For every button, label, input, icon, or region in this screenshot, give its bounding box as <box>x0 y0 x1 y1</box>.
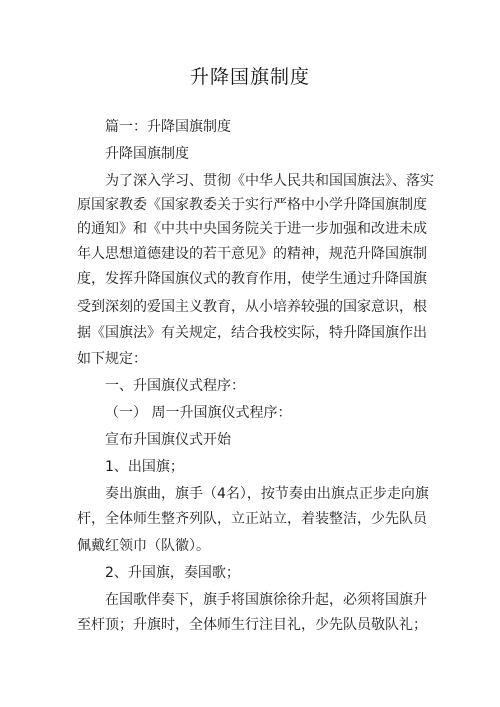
section-heading: 篇一：升降国旗制度 <box>105 119 231 135</box>
paragraph-line: 佩戴红领巾（队徽）。 <box>77 538 210 554</box>
paragraph-line: 宣布升国旗仪式开始 <box>105 432 231 448</box>
step-heading: 2、升国旗，奏国歌； <box>105 565 240 581</box>
document-title: 升降国旗制度 <box>189 66 310 88</box>
paragraph-line: 据《国旗法》有关规定，结合我校实际，特升降国旗作出 <box>77 325 427 341</box>
paragraph-line: 在国歌伴奏下，旗手将国旗徐徐升起，必须将国旗升 <box>105 592 427 608</box>
paragraph-line: 奏出旗曲，旗手（4名），按节奏由出旗点正步走向旗 <box>105 486 429 502</box>
subtitle-line: 升降国旗制度 <box>105 146 189 162</box>
step-heading: 1、出国旗； <box>105 459 184 475</box>
section-heading: 一、升国旗仪式程序： <box>105 378 245 394</box>
paragraph-line: 度，发挥升降国旗仪式的教育作用，使学生通过升降国旗 <box>77 271 427 287</box>
paragraph-line: 如下规定： <box>77 351 147 367</box>
paragraph-line: 原国家教委《国家教委关于实行严格中小学升降国旗制度 <box>77 197 427 213</box>
paragraph-line: 杆，全体师生整齐列队，立正站立，着装整洁，少先队员 <box>77 511 427 527</box>
paragraph-line: 为了深入学习、贯彻《中华人民共和国国旗法》、落实 <box>105 173 434 189</box>
subsection-heading: （一） 周一升国旗仪式程序： <box>105 405 292 421</box>
paragraph-line: 的通知》和《中共中央国务院关于进一步加强和改进未成 <box>77 221 427 237</box>
paragraph-line: 年人思想道德建设的若干意见》的精神，规范升降国旗制 <box>77 246 427 262</box>
paragraph-line: 受到深刻的爱国主义教育，从小培养较强的国家意识，根 <box>77 299 427 315</box>
paragraph-line: 至杆顶；升旗时，全体师生行注目礼，少先队员敬队礼； <box>77 617 427 633</box>
